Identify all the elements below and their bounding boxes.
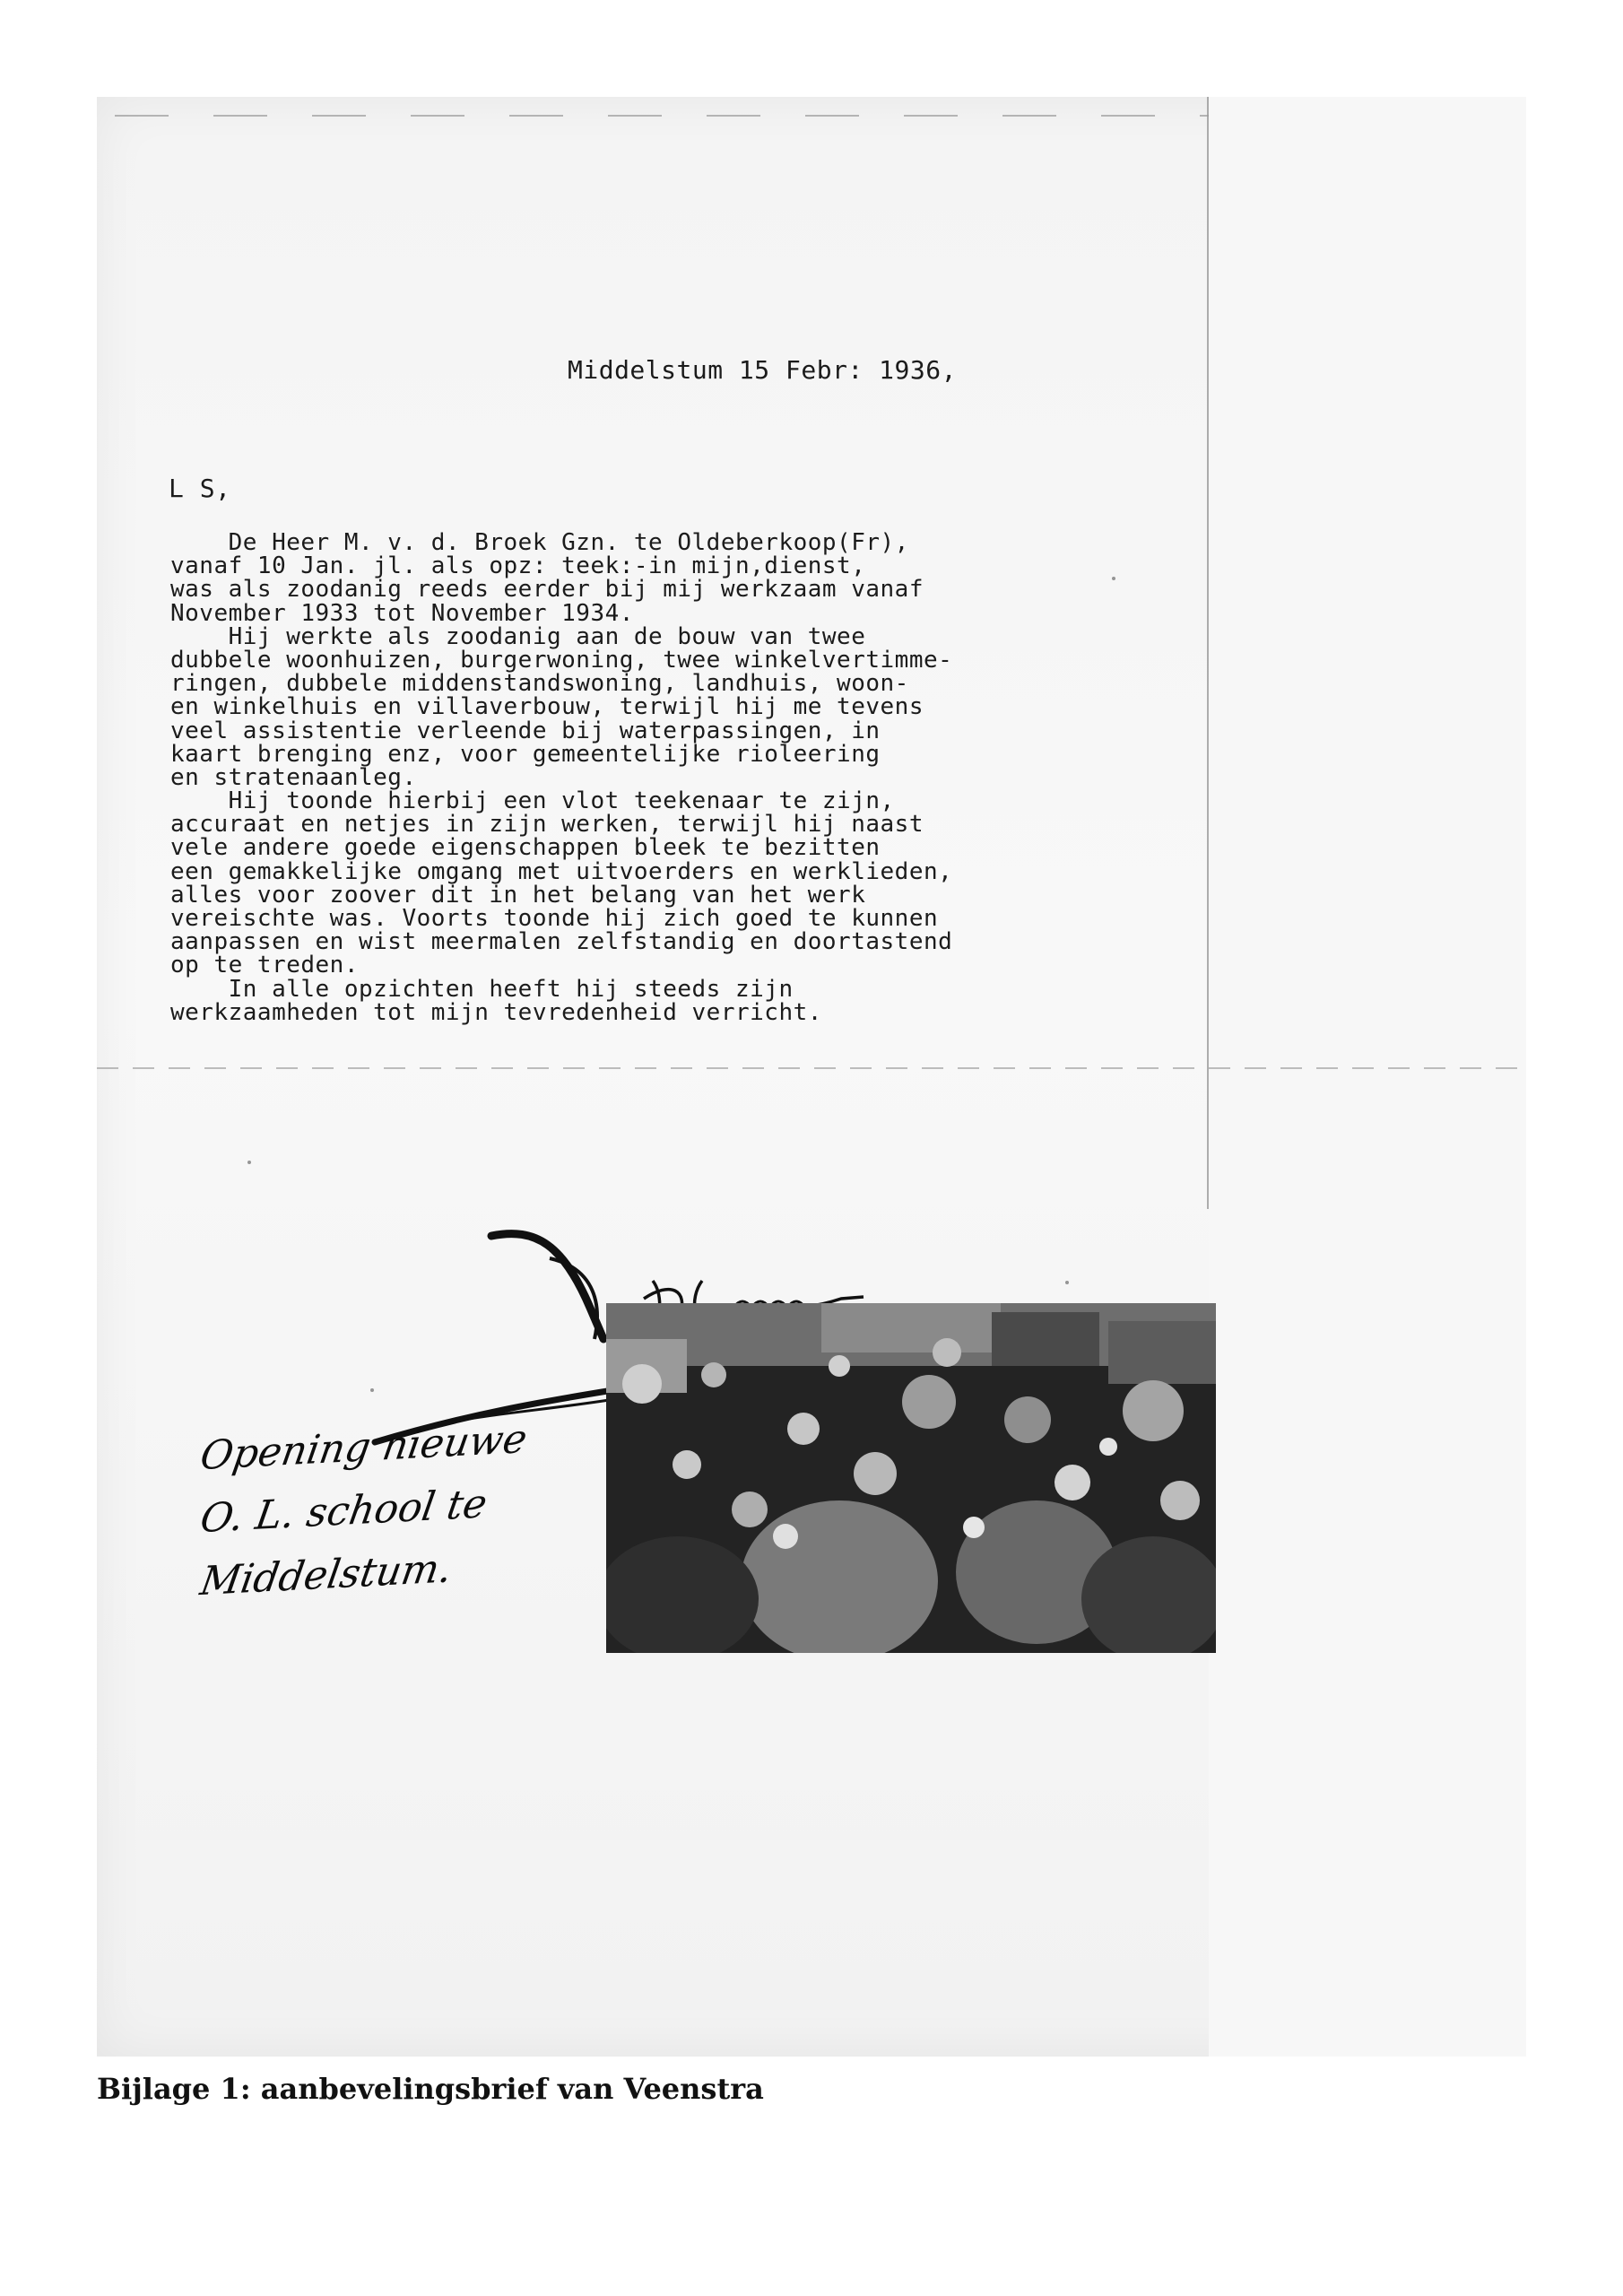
letter-body-line: een gemakkelijke omgang met uitvoerders en werklieden, [170, 857, 953, 885]
letter-body-line: ringen, dubbele middenstandswoning, landhuis, woon- [170, 670, 909, 698]
letter-body-line: Hij werkte als zoodanig aan de bouw van twee [170, 622, 866, 650]
letter-body-line: In alle opzichten heeft hij steeds zijn [170, 975, 794, 1003]
letter-body-line: op te treden. [170, 952, 359, 979]
horizontal-fold-line [97, 1067, 1526, 1069]
figure-caption: Bijlage 1: aanbevelingsbrief van Veenstra [97, 2072, 764, 2106]
letter-body-line: Hij toonde hierbij een vlot teekenaar te zijn, [170, 787, 895, 815]
paper-speck [1112, 577, 1115, 580]
letter-body-line: vele andere goede eigenschappen bleek te bezitten [170, 834, 881, 862]
letter-body [170, 531, 952, 1024]
letter-body-line: en stratenaanleg. [170, 763, 417, 791]
scanned-letter [97, 97, 1526, 2057]
vertical-fold-line [1207, 97, 1209, 1209]
paper-speck [370, 1388, 374, 1392]
letter-body-line: veel assistentie verleende bij waterpassingen, in [170, 717, 881, 744]
letter-body-line: kaart brenging enz, voor gemeentelijke rioleering [170, 740, 881, 768]
handwritten-caption-line: O. L. school te [196, 1481, 490, 1543]
letter-body-line: accuraat en netjes in zijn werken, terwijl hij naast [170, 811, 924, 839]
letter-body-line: De Heer M. v. d. Broek Gzn. te Oldeberkoop(Fr), [170, 529, 909, 556]
letter-body-line: dubbele woonhuizen, burgerwoning, twee winkelvertimme- [170, 646, 953, 674]
letter-salutation: L S, [169, 474, 231, 503]
scan-margin-strip [1209, 97, 1526, 2057]
letter-body-line: alles voor zoover dit in het belang van het werk [170, 881, 866, 909]
top-edge-mark [115, 115, 1209, 117]
letter-body-line: November 1933 tot November 1934. [170, 599, 634, 627]
handwritten-caption-line: Middelstum. [196, 1545, 456, 1605]
letter-date-line: Middelstum 15 Febr: 1936, [568, 355, 957, 385]
handwritten-caption [196, 1415, 595, 1648]
crowd-photo-image [606, 1303, 1216, 1653]
letter-body-line: en winkelhuis en villaverbouw, terwijl hij me tevens [170, 693, 924, 721]
letter-body-line: aanpassen en wist meermalen zelfstandig en doortastend [170, 928, 953, 956]
letter-body-line: vanaf 10 Jan. jl. als opz: teek:-in mijn,dienst, [170, 552, 866, 580]
handwritten-caption-line: Opening nieuwe [196, 1415, 531, 1480]
letter-body-line: vereischte was. Voorts toonde hij zich goed te kunnen [170, 905, 939, 932]
paper-speck [1065, 1281, 1069, 1284]
letter-body-line: was als zoodanig reeds eerder bij mij werkzaam vanaf [170, 576, 924, 604]
event-photograph [606, 1303, 1216, 1653]
letter-body-line: werkzaamheden tot mijn tevredenheid verricht. [170, 998, 822, 1026]
paper-speck [247, 1161, 251, 1164]
